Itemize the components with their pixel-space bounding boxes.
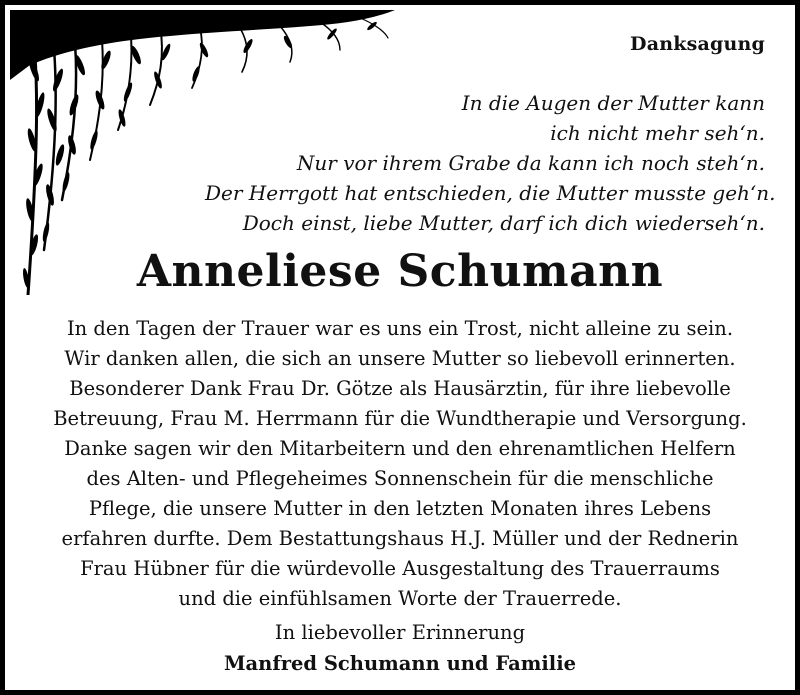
poem-line: Doch einst, liebe Mutter, darf ich dich wiederseh‘n. xyxy=(242,211,765,235)
thanks-line: In den Tagen der Trauer war es uns ein Trost, nicht alleine zu sein. xyxy=(66,317,734,340)
thanks-text xyxy=(5,314,795,614)
thanks-line: des Alten- und Pflegeheimes Sonnenschein für die menschliche xyxy=(86,467,714,490)
closing-text: In liebevoller Erinnerung xyxy=(274,621,526,644)
signature: Manfred Schumann und Familie xyxy=(223,652,577,675)
thanks-line: Betreuung, Frau M. Herrmann für die Wundtherapie und Versorgung. xyxy=(53,407,747,430)
thanks-line: Danke sagen wir den Mitarbeitern und den ehrenamtlichen Helfern xyxy=(64,437,736,460)
thanks-line: Besonderer Dank Frau Dr. Götze als Hausärztin, für ihre liebevolle xyxy=(69,377,731,400)
thanks-line: Pflege, die unsere Mutter in den letzten Monaten ihres Lebens xyxy=(88,497,712,520)
poem-line: ich nicht mehr seh‘n. xyxy=(550,121,765,145)
poem xyxy=(205,88,776,238)
thanks-line: Wir danken allen, die sich an unsere Mutter so liebevoll erinnerten. xyxy=(64,347,736,370)
deceased-name: Anneliese Schumann xyxy=(136,246,664,297)
poem-line: In die Augen der Mutter kann xyxy=(461,91,765,115)
thanks-line: erfahren durfte. Dem Bestattungshaus H.J. Müller und der Rednerin xyxy=(61,527,739,550)
notice-heading: Danksagung xyxy=(630,33,765,55)
poem-line: Nur vor ihrem Grabe da kann ich noch steh‘n. xyxy=(296,151,765,175)
closing-block xyxy=(5,617,795,679)
thanks-line: und die einfühlsamen Worte der Trauerrede. xyxy=(178,587,622,610)
thanks-line: Frau Hübner für die würdevolle Ausgestaltung des Trauerraums xyxy=(80,557,720,580)
poem-line: Der Herrgott hat entschieden, die Mutter musste geh‘n. xyxy=(205,181,776,205)
